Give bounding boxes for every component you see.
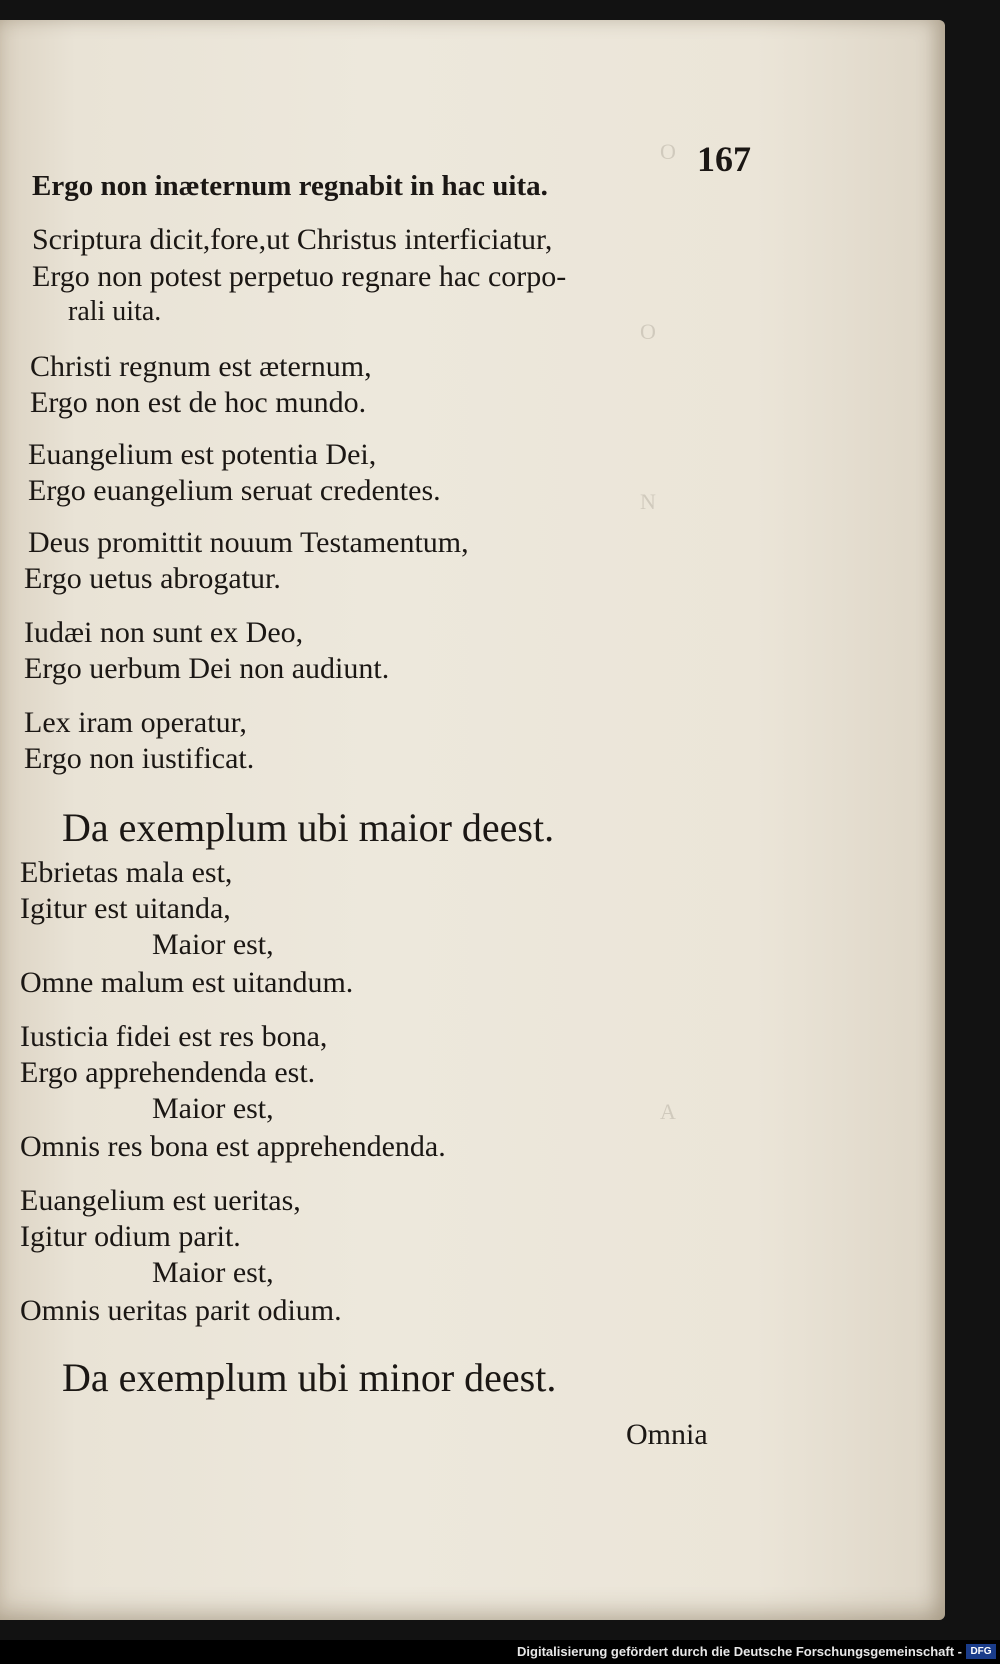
text-line: Maior est, bbox=[152, 1092, 274, 1125]
text-line: Ergo non potest perpetuo regnare hac corpo- bbox=[32, 260, 567, 293]
digitization-footer bbox=[0, 1640, 1000, 1664]
text-line: Euangelium est ueritas, bbox=[20, 1184, 301, 1217]
text-line: Ergo euangelium seruat credentes. bbox=[28, 474, 441, 507]
section-heading: Da exemplum ubi maior deest. bbox=[62, 805, 555, 850]
text-line: Omnis res bona est apprehendenda. bbox=[20, 1130, 446, 1163]
text-line: Igitur est uitanda, bbox=[20, 892, 231, 925]
text-line: Ergo uetus abrogatur. bbox=[24, 562, 281, 595]
text-line: Ergo non iustificat. bbox=[24, 742, 255, 775]
section-heading: Da exemplum ubi minor deest. bbox=[62, 1355, 557, 1400]
text-line: Omnis ueritas parit odium. bbox=[20, 1294, 342, 1327]
dfg-logo-icon: DFG bbox=[966, 1644, 996, 1659]
bleed-through-text: O bbox=[640, 319, 656, 344]
text-line: Deus promittit nouum Testamentum, bbox=[28, 526, 469, 559]
catchword: Omnia bbox=[626, 1418, 708, 1451]
book-page bbox=[0, 20, 945, 1620]
text-line: Ebrietas mala est, bbox=[20, 856, 233, 889]
footer-credit: Digitalisierung gefördert durch die Deutsche Forschungsgemeinschaft - bbox=[517, 1644, 962, 1659]
text-line: rali uita. bbox=[68, 296, 162, 327]
text-line: Euangelium est potentia Dei, bbox=[28, 438, 377, 471]
text-line: Maior est, bbox=[152, 1256, 274, 1289]
bleed-through-text: O bbox=[660, 139, 676, 164]
text-line: Ergo uerbum Dei non audiunt. bbox=[24, 652, 390, 685]
text-line: Ergo apprehendenda est. bbox=[20, 1056, 316, 1089]
text-line: Maior est, bbox=[152, 928, 274, 961]
text-line: Christi regnum est æternum, bbox=[30, 350, 372, 383]
page-number: 167 bbox=[697, 139, 751, 179]
text-line: Scriptura dicit,fore,ut Christus interficiatur, bbox=[32, 223, 553, 256]
text-line: Igitur odium parit. bbox=[20, 1220, 241, 1253]
bleed-through-text: N bbox=[640, 489, 656, 514]
bleed-through-text: A bbox=[660, 1099, 676, 1124]
text-line: Iusticia fidei est res bona, bbox=[20, 1020, 328, 1053]
text-line: Ergo non est de hoc mundo. bbox=[30, 386, 367, 419]
text-line: Lex iram operatur, bbox=[24, 706, 247, 739]
text-line: Omne malum est uitandum. bbox=[20, 966, 354, 999]
text-line: Iudæi non sunt ex Deo, bbox=[24, 616, 304, 649]
text-line: Ergo non inæternum regnabit in hac uita. bbox=[32, 170, 548, 202]
